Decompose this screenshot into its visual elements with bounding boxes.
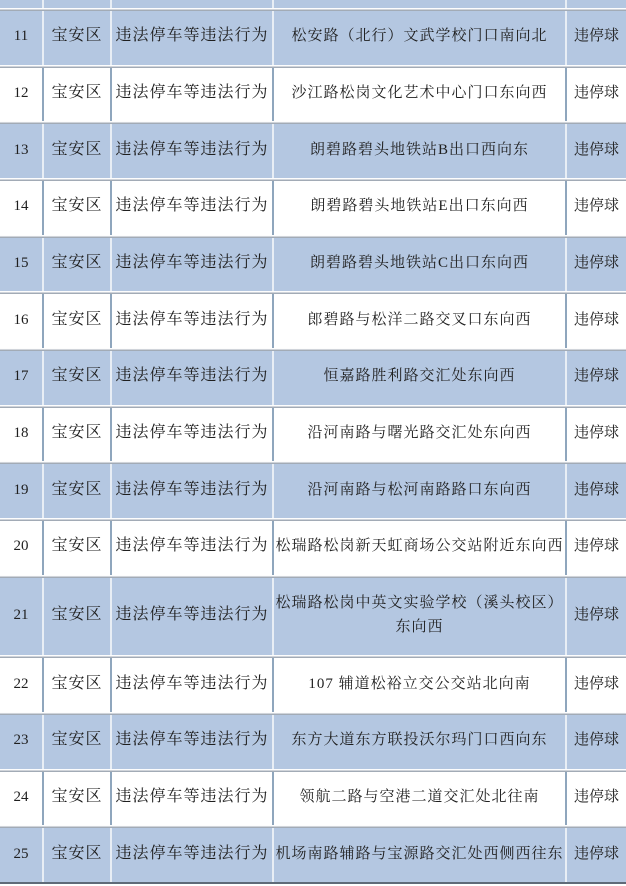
violation-type-cell: 违法停车等违法行为: [110, 8, 272, 65]
device-type-cell: 违停球: [565, 235, 626, 292]
location-cell: 领航二路与空港二道交汇处北往南: [272, 769, 565, 826]
device-type-cell: 违停球: [565, 405, 626, 462]
device-type-cell: 违停球: [565, 461, 626, 518]
violation-type-cell: 违法停车等违法行为: [110, 405, 272, 462]
device-type-cell: 违停球: [565, 348, 626, 405]
violation-type-cell: 违法停车等违法行为: [110, 712, 272, 769]
district-cell: 宝安区: [42, 121, 110, 178]
device-type-cell: 违停球: [565, 291, 626, 348]
location-cell: 松瑞路松岗新天虹商场公交站附近东向西: [272, 518, 565, 575]
device-type-cell: [565, 0, 626, 8]
location-cell: [272, 0, 565, 8]
district-cell: 宝安区: [42, 518, 110, 575]
table-row: [0, 178, 626, 235]
district-cell: 宝安区: [42, 65, 110, 122]
row-number-cell: 16: [13, 311, 29, 328]
row-number-cell: 24: [13, 789, 29, 806]
location-cell: 松安路（北行）文武学校门口南向北: [272, 8, 565, 65]
table-row: [0, 712, 626, 769]
violation-type-cell: 违法停车等违法行为: [110, 825, 272, 882]
location-cell: 朗碧路碧头地铁站E出口东向西: [272, 178, 565, 235]
row-number-cell: 12: [13, 85, 29, 101]
row-number-cell: 22: [13, 675, 29, 692]
table-row: [0, 65, 626, 122]
violation-type-cell: 违法停车等违法行为: [110, 121, 272, 178]
location-cell: 东方大道东方联投沃尔玛门口西向东: [272, 712, 565, 769]
device-type-cell: 违停球: [565, 575, 626, 656]
partial-row-top: [0, 0, 626, 8]
district-cell: 宝安区: [42, 8, 110, 65]
district-cell: 宝安区: [42, 769, 110, 826]
row-number-cell: 13: [13, 141, 29, 158]
table-row: [0, 405, 626, 462]
table-row: [0, 655, 626, 712]
device-type-cell: 违停球: [565, 121, 626, 178]
violation-type-cell: 违法停车等违法行为: [110, 291, 272, 348]
row-number-cell: 11: [13, 28, 29, 45]
table-row: [0, 575, 626, 656]
violation-type-cell: 违法停车等违法行为: [110, 461, 272, 518]
violation-type-cell: 违法停车等违法行为: [110, 178, 272, 235]
district-cell: 宝安区: [42, 461, 110, 518]
device-type-cell: 违停球: [565, 655, 626, 712]
location-cell: 松瑞路松岗中英文实验学校（溪头校区）东向西: [272, 575, 565, 656]
row-number-cell: 15: [13, 255, 29, 272]
district-cell: 宝安区: [42, 825, 110, 882]
district-cell: 宝安区: [42, 235, 110, 292]
row-number-cell: 14: [13, 198, 29, 215]
violation-type-cell: 违法停车等违法行为: [110, 769, 272, 826]
violation-type-cell: 违法停车等违法行为: [110, 575, 272, 656]
location-cell: 恒嘉路胜利路交汇处东向西: [272, 348, 565, 405]
location-cell: 机场南路辅路与宝源路交汇处西侧西往东: [272, 825, 565, 882]
row-number-cell: [0, 0, 42, 8]
row-number-cell: 21: [13, 607, 29, 624]
row-number-cell: 25: [13, 845, 29, 862]
violation-type-cell: [110, 0, 272, 8]
district-cell: 宝安区: [42, 712, 110, 769]
location-cell: 107 辅道松裕立交公交站北向南: [272, 655, 565, 712]
table-row: [0, 121, 626, 178]
row-number-cell: 17: [13, 368, 29, 385]
device-type-cell: 违停球: [565, 712, 626, 769]
district-cell: 宝安区: [42, 178, 110, 235]
location-cell: 沿河南路与曙光路交汇处东向西: [272, 405, 565, 462]
location-cell: 朗碧路碧头地铁站C出口东向西: [272, 235, 565, 292]
device-type-cell: 违停球: [565, 769, 626, 826]
device-type-cell: 违停球: [565, 518, 626, 575]
violation-type-cell: 违法停车等违法行为: [110, 235, 272, 292]
district-cell: 宝安区: [42, 655, 110, 712]
district-cell: 宝安区: [42, 405, 110, 462]
row-number-cell: 20: [13, 538, 29, 555]
location-cell: 朗碧路碧头地铁站B出口西向东: [272, 121, 565, 178]
table-row: [0, 825, 626, 882]
device-type-cell: 违停球: [565, 65, 626, 122]
row-number-cell: 18: [13, 425, 29, 442]
location-cell: 沿河南路与松河南路路口东向西: [272, 461, 565, 518]
device-type-cell: 违停球: [565, 178, 626, 235]
table-row: [0, 8, 626, 65]
table-row: [0, 235, 626, 292]
location-cell: 沙江路松岗文化艺术中心门口东向西: [272, 65, 565, 122]
district-cell: [42, 0, 110, 8]
row-number-cell: 23: [13, 732, 29, 749]
location-cell: 郎碧路与松洋二路交叉口东向西: [272, 291, 565, 348]
district-cell: 宝安区: [42, 575, 110, 656]
violation-type-cell: 违法停车等违法行为: [110, 65, 272, 122]
table-row: [0, 769, 626, 826]
violation-type-cell: 违法停车等违法行为: [110, 655, 272, 712]
row-number-cell: 19: [13, 481, 29, 498]
district-cell: 宝安区: [42, 291, 110, 348]
device-type-cell: 违停球: [565, 825, 626, 882]
district-cell: 宝安区: [42, 348, 110, 405]
device-type-cell: 违停球: [565, 8, 626, 65]
table-row: [0, 348, 626, 405]
table-row: [0, 518, 626, 575]
violation-type-cell: 违法停车等违法行为: [110, 518, 272, 575]
table-row: [0, 461, 626, 518]
violation-type-cell: 违法停车等违法行为: [110, 348, 272, 405]
table-row: [0, 291, 626, 348]
